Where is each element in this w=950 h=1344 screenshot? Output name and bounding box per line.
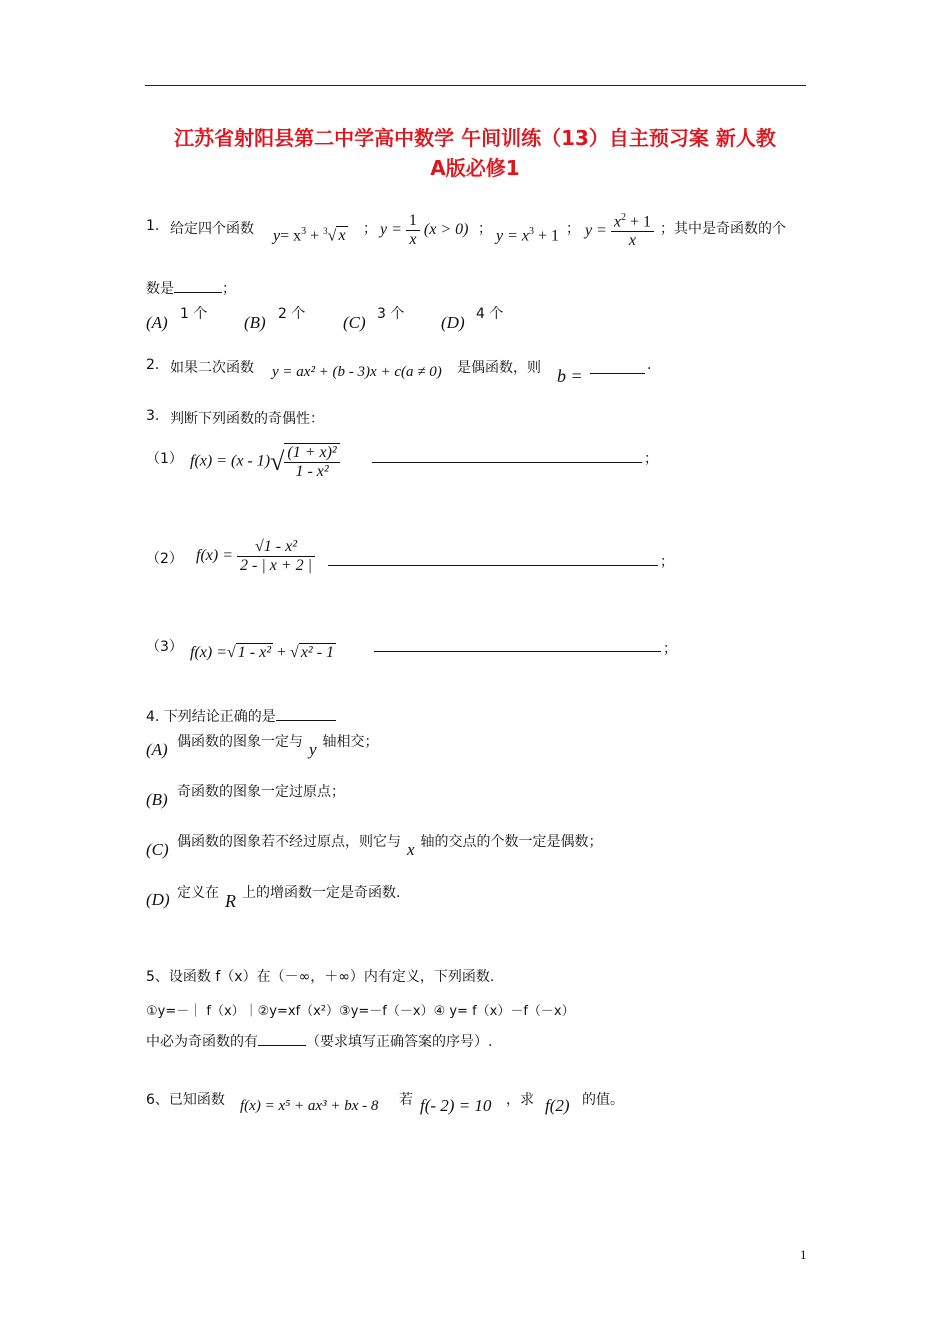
- q3-part2-end: ；: [660, 554, 674, 570]
- q3-part3-answer-line: [374, 651, 661, 652]
- q3-part3-formula: f(x) =√ 1 - x² + √ x² - 1: [190, 644, 335, 661]
- q2-blank: [590, 373, 645, 374]
- q3-number: 3.: [146, 408, 160, 424]
- q3-part1-formula: f(x) = (x - 1)√ $\frac{\text{(1 + x)²}}{\text{1 - x²}}$: [190, 443, 340, 481]
- q1-func2: y = $\frac{1}{x}$ (x > 0): [380, 212, 469, 248]
- q3-part3-label: （3）: [146, 639, 183, 655]
- separator: ；: [478, 221, 492, 237]
- q1-option-c-text: 3 个: [377, 306, 405, 322]
- q1-option-c-letter: (C): [343, 313, 366, 332]
- q6-mid: 若: [399, 1092, 413, 1108]
- q5-line3: 中必为奇函数的有 （要求填写正确答案的序号）.: [146, 1034, 493, 1050]
- q6-condition: f(- 2) = 10: [420, 1096, 492, 1115]
- q3-part1-end: ；: [644, 451, 658, 467]
- q4-option-c-letter: (C): [146, 840, 169, 859]
- q1-option-a-text: 1 个: [180, 306, 208, 322]
- q2-number: 2.: [146, 357, 160, 373]
- q1-line2: 数是 ；: [146, 281, 236, 297]
- q2-end: .: [647, 357, 652, 373]
- q6-formula: f(x) = x⁵ + ax³ + bx - 8: [240, 1098, 379, 1114]
- q5-line1: 5、设函数 f（x）在（－∞，＋∞）内有定义，下列函数.: [146, 969, 495, 985]
- q2-formula: y = ax² + (b - 3)x + c(a ≠ 0): [272, 364, 442, 380]
- separator: ；: [566, 221, 580, 237]
- q1-option-d-letter: (D): [441, 313, 465, 332]
- q1-option-d-text: 4 个: [476, 306, 504, 322]
- q1-text: 给定四个函数: [170, 221, 254, 237]
- q4-option-b-text: 奇函数的图象一定过原点；: [177, 784, 345, 800]
- q3-text: 判断下列函数的奇偶性：: [170, 411, 324, 427]
- q1-number: 1.: [146, 218, 160, 234]
- q1-option-a-letter: (A): [146, 313, 168, 332]
- q2-text: 如果二次函数: [170, 360, 254, 376]
- q4-prompt: 4. 下列结论正确的是: [146, 706, 336, 726]
- q1-func4: y = $\frac{x^2 + 1}{x}$: [585, 212, 654, 250]
- q1-func3: $y = x^3 + 1$: [496, 226, 560, 245]
- q6-text: 6、已知函数: [146, 1092, 225, 1108]
- q1-option-b-text: 2 个: [278, 306, 306, 322]
- q1-tail: ；其中是奇函数的个: [660, 221, 786, 237]
- q3-part2-label: （2）: [146, 551, 183, 567]
- q4-option-a-text: 偶函数的图象一定与 y 轴相交；: [177, 734, 379, 759]
- q1-option-b-letter: (B): [244, 313, 266, 332]
- q2-var: b =: [557, 366, 583, 386]
- q4-option-c-text: 偶函数的图象若不经过原点，则它与 x 轴的交点的个数一定是偶数；: [177, 834, 603, 859]
- q4-option-d-text: 定义在 R 上的增函数一定是奇函数.: [177, 885, 401, 911]
- q6-target: f(2): [545, 1096, 570, 1115]
- q3-part1-label: （1）: [146, 451, 183, 467]
- q1-func1: $y= x^3 + ^3√$ x: [273, 226, 346, 245]
- doc-title-line1: 江苏省射阳县第二中学高中数学 午间训练（13）自主预习案 新人教: [174, 126, 776, 150]
- page-number: 1: [800, 1247, 807, 1262]
- separator: ；: [363, 221, 377, 237]
- q3-part2-answer-line: [328, 565, 658, 566]
- q5-line2: ①y=－｜ f（x）｜②y=xf（x²）③y=－f（－x）④ y= f（x）－f（－x）: [146, 1004, 575, 1019]
- q4-option-b-letter: (B): [146, 790, 168, 809]
- header-rule: [145, 85, 806, 86]
- q3-part1-answer-line: [372, 462, 642, 463]
- q2-mid: 是偶函数，则: [457, 360, 541, 376]
- q3-part2-formula: f(x) = $\frac{\text{√1 - x²}}{2 - | x + 2 |}$: [196, 538, 315, 575]
- q3-part3-end: ；: [663, 641, 677, 657]
- q6-end: 的值。: [582, 1092, 624, 1108]
- q6-comma: ，求: [506, 1092, 534, 1108]
- q4-option-a-letter: (A): [146, 740, 168, 759]
- doc-title-line2: A版必修1: [430, 156, 520, 180]
- q4-option-d-letter: (D): [146, 890, 170, 909]
